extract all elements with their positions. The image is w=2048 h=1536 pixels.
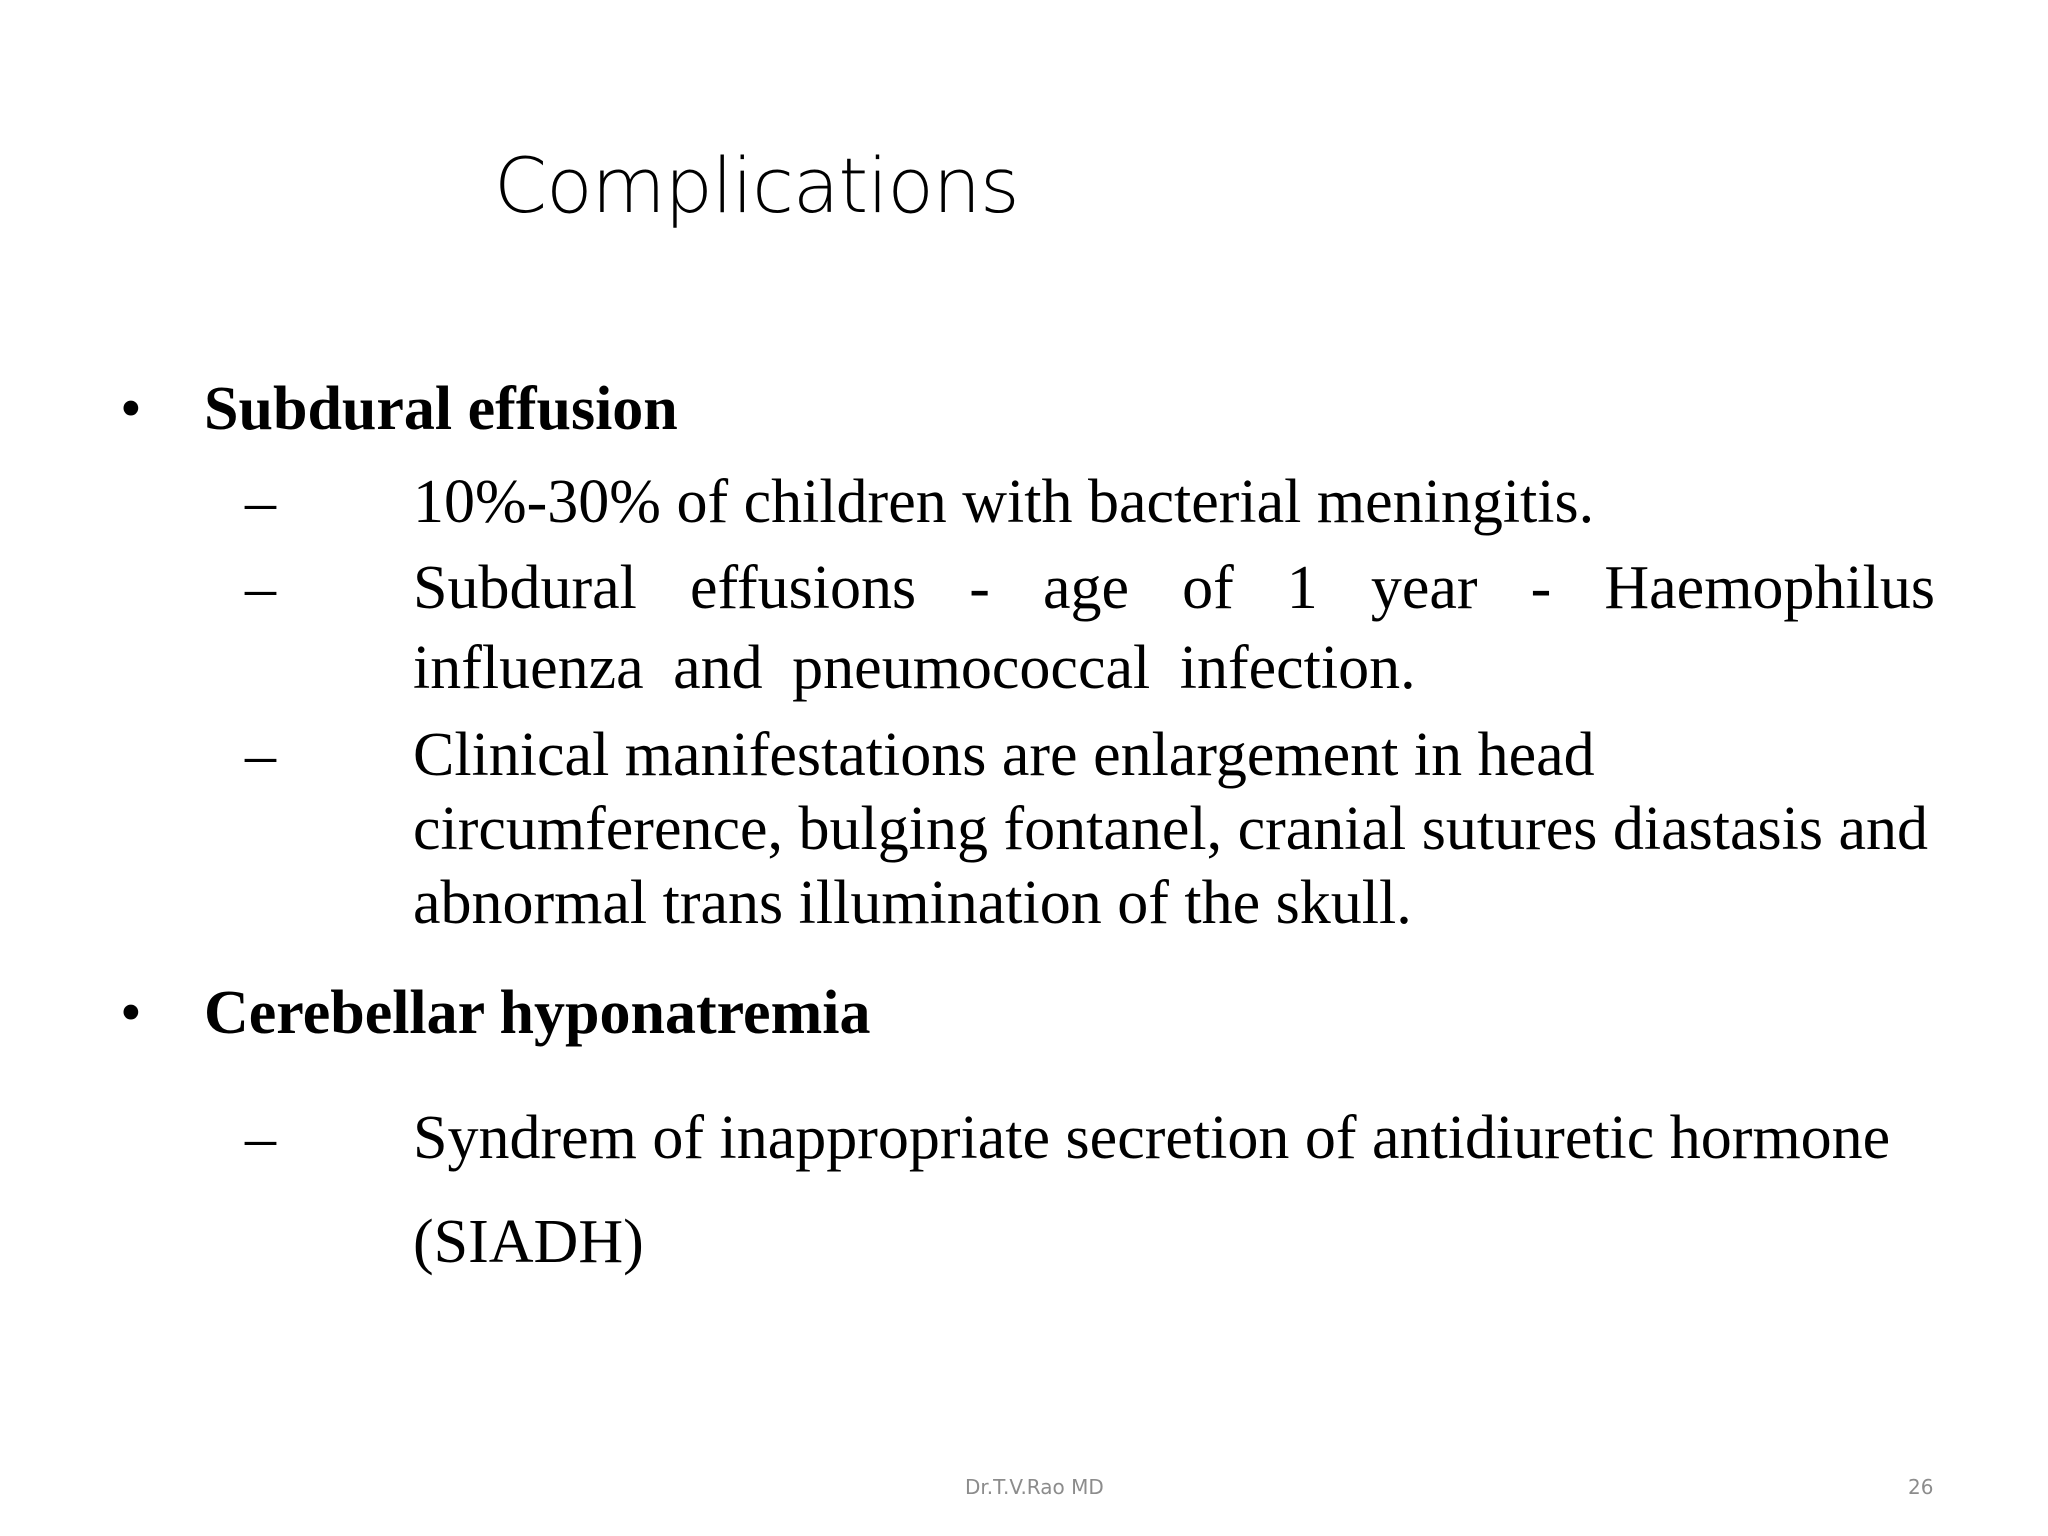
subitem bbox=[245, 718, 1935, 940]
subitem-text: 10%-30% of children with bacterial meningitis. bbox=[413, 468, 1595, 536]
bullet-marker: • bbox=[120, 979, 142, 1047]
subitem bbox=[245, 1086, 1935, 1294]
subitem-text: Clinical manifestations are enlargement in head circumference, bulging fontanel, cranial sutures diastasis and abnormal trans illumination of the skull. bbox=[413, 721, 1929, 937]
bullet-heading: Cerebellar hyponatremia bbox=[204, 979, 871, 1047]
subitem-marker: – bbox=[245, 554, 276, 622]
subitem bbox=[245, 462, 1935, 542]
bullet-marker: • bbox=[120, 375, 142, 443]
subitem-text: Syndrem of inappropriate secretion of antidiuretic hormone (SIADH) bbox=[413, 1104, 1891, 1276]
subitem bbox=[245, 548, 1935, 708]
subitem-marker: – bbox=[245, 721, 276, 789]
subitem-text: Subdural effusions - age of 1 year - Haemophilus influenza and pneumococcal infection. bbox=[413, 554, 1935, 702]
subitem-marker: – bbox=[245, 468, 276, 536]
footer-author: Dr.T.V.Rao MD bbox=[965, 1475, 1104, 1499]
page-number: 26 bbox=[1908, 1475, 1934, 1499]
subitem-marker: – bbox=[245, 1104, 276, 1172]
slide-title: Complications bbox=[494, 141, 1019, 230]
bullet-heading: Subdural effusion bbox=[204, 375, 678, 443]
